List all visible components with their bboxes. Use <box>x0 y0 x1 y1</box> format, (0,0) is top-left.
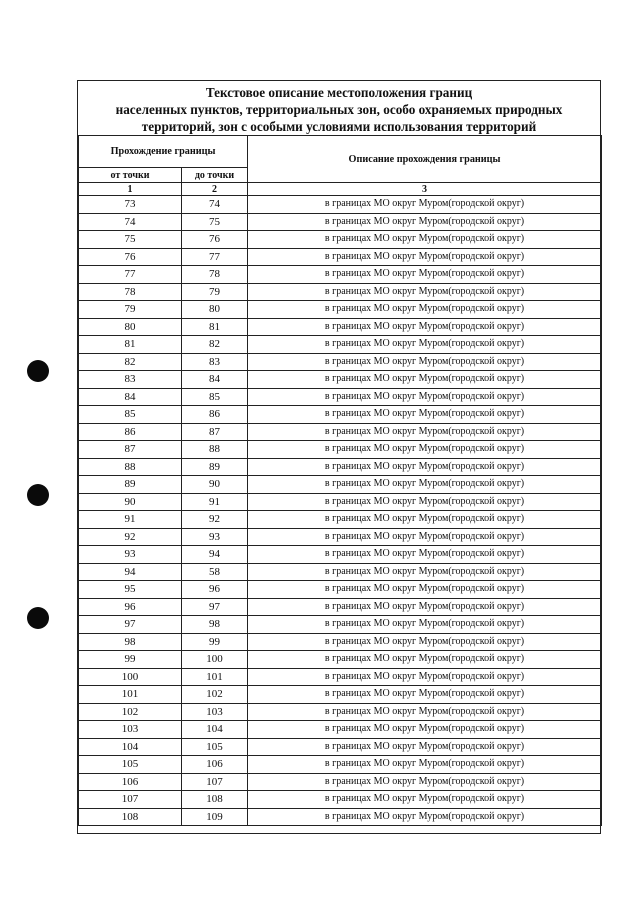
description-cell: в границах МО округ Муром(городской округ) <box>248 616 602 634</box>
table-row <box>79 266 602 284</box>
punch-hole-middle <box>27 484 49 506</box>
description-cell: в границах МО округ Муром(городской округ) <box>248 213 602 231</box>
table-row <box>79 423 602 441</box>
to-point-cell: 58 <box>182 563 248 581</box>
description-cell: в границах МО округ Муром(городской округ) <box>248 336 602 354</box>
header-col-number-1: 1 <box>79 183 182 196</box>
table-row <box>79 791 602 809</box>
to-point-cell: 90 <box>182 476 248 494</box>
to-point-cell: 96 <box>182 581 248 599</box>
title-line-1: Текстовое описание местоположения границ <box>205 85 473 100</box>
to-point-cell: 91 <box>182 493 248 511</box>
to-point-cell: 82 <box>182 336 248 354</box>
table-row <box>79 353 602 371</box>
from-point-cell: 87 <box>79 441 182 459</box>
boundary-table <box>78 135 602 826</box>
from-point-cell: 75 <box>79 231 182 249</box>
description-cell: в границах МО округ Муром(городской округ) <box>248 266 602 284</box>
to-point-cell: 98 <box>182 616 248 634</box>
to-point-cell: 93 <box>182 528 248 546</box>
from-point-cell: 105 <box>79 756 182 774</box>
description-cell: в границах МО округ Муром(городской округ) <box>248 668 602 686</box>
to-point-cell: 78 <box>182 266 248 284</box>
table-row <box>79 808 602 826</box>
description-cell: в границах МО округ Муром(городской округ) <box>248 546 602 564</box>
title-line-2: населенных пунктов, территориальных зон, особо охраняемых природных <box>115 102 563 117</box>
from-point-cell: 97 <box>79 616 182 634</box>
table-row <box>79 546 602 564</box>
to-point-cell: 105 <box>182 738 248 756</box>
from-point-cell: 82 <box>79 353 182 371</box>
to-point-cell: 84 <box>182 371 248 389</box>
table-row <box>79 301 602 319</box>
from-point-cell: 106 <box>79 773 182 791</box>
document-frame <box>77 80 601 834</box>
description-cell: в границах МО округ Муром(городской округ) <box>248 441 602 459</box>
description-cell: в границах МО округ Муром(городской округ) <box>248 511 602 529</box>
from-point-cell: 101 <box>79 686 182 704</box>
from-point-cell: 95 <box>79 581 182 599</box>
description-cell: в границах МО округ Муром(городской округ) <box>248 318 602 336</box>
to-point-cell: 101 <box>182 668 248 686</box>
from-point-cell: 78 <box>79 283 182 301</box>
from-point-cell: 108 <box>79 808 182 826</box>
description-cell: в границах МО округ Муром(городской округ) <box>248 476 602 494</box>
from-point-cell: 89 <box>79 476 182 494</box>
from-point-cell: 79 <box>79 301 182 319</box>
table-row <box>79 231 602 249</box>
to-point-cell: 87 <box>182 423 248 441</box>
to-point-cell: 89 <box>182 458 248 476</box>
to-point-cell: 77 <box>182 248 248 266</box>
table-row <box>79 616 602 634</box>
header-boundary-passage: Прохождение границы <box>79 136 248 168</box>
table-row <box>79 633 602 651</box>
table-row <box>79 703 602 721</box>
description-cell: в границах МО округ Муром(городской округ) <box>248 598 602 616</box>
header-to-point: до точки <box>182 168 248 183</box>
description-cell: в границах МО округ Муром(городской округ) <box>248 808 602 826</box>
table-row <box>79 598 602 616</box>
description-cell: в границах МО округ Муром(городской округ) <box>248 791 602 809</box>
table-row <box>79 318 602 336</box>
description-cell: в границах МО округ Муром(городской округ) <box>248 458 602 476</box>
to-point-cell: 83 <box>182 353 248 371</box>
description-cell: в границах МО округ Муром(городской округ) <box>248 406 602 424</box>
punch-hole-bottom <box>27 607 49 629</box>
table-row <box>79 528 602 546</box>
document-title <box>78 81 600 135</box>
to-point-cell: 102 <box>182 686 248 704</box>
description-cell: в границах МО округ Муром(городской округ) <box>248 423 602 441</box>
title-line-3: территорий, зон с особыми условиями использования территорий <box>141 119 537 134</box>
table-row <box>79 406 602 424</box>
table-row <box>79 581 602 599</box>
from-point-cell: 86 <box>79 423 182 441</box>
from-point-cell: 94 <box>79 563 182 581</box>
description-cell: в границах МО округ Муром(городской округ) <box>248 633 602 651</box>
from-point-cell: 74 <box>79 213 182 231</box>
description-cell: в границах МО округ Муром(городской округ) <box>248 581 602 599</box>
to-point-cell: 75 <box>182 213 248 231</box>
description-cell: в границах МО округ Муром(городской округ) <box>248 756 602 774</box>
description-cell: в границах МО округ Муром(городской округ) <box>248 493 602 511</box>
table-row <box>79 336 602 354</box>
from-point-cell: 102 <box>79 703 182 721</box>
header-description: Описание прохождения границы <box>248 136 602 183</box>
table-row <box>79 388 602 406</box>
to-point-cell: 86 <box>182 406 248 424</box>
from-point-cell: 90 <box>79 493 182 511</box>
description-cell: в границах МО округ Муром(городской округ) <box>248 651 602 669</box>
description-cell: в границах МО округ Муром(городской округ) <box>248 353 602 371</box>
table-row <box>79 493 602 511</box>
description-cell: в границах МО округ Муром(городской округ) <box>248 686 602 704</box>
table-row <box>79 196 602 214</box>
to-point-cell: 79 <box>182 283 248 301</box>
description-cell: в границах МО округ Муром(городской округ) <box>248 773 602 791</box>
description-cell: в границах МО округ Муром(городской округ) <box>248 196 602 214</box>
to-point-cell: 104 <box>182 721 248 739</box>
to-point-cell: 74 <box>182 196 248 214</box>
description-cell: в границах МО округ Муром(городской округ) <box>248 301 602 319</box>
to-point-cell: 109 <box>182 808 248 826</box>
from-point-cell: 77 <box>79 266 182 284</box>
to-point-cell: 103 <box>182 703 248 721</box>
from-point-cell: 103 <box>79 721 182 739</box>
table-row <box>79 283 602 301</box>
from-point-cell: 100 <box>79 668 182 686</box>
from-point-cell: 99 <box>79 651 182 669</box>
table-row <box>79 441 602 459</box>
from-point-cell: 84 <box>79 388 182 406</box>
from-point-cell: 81 <box>79 336 182 354</box>
description-cell: в границах МО округ Муром(городской округ) <box>248 738 602 756</box>
to-point-cell: 92 <box>182 511 248 529</box>
table-row <box>79 668 602 686</box>
from-point-cell: 83 <box>79 371 182 389</box>
from-point-cell: 98 <box>79 633 182 651</box>
from-point-cell: 80 <box>79 318 182 336</box>
table-row <box>79 738 602 756</box>
description-cell: в границах МО округ Муром(городской округ) <box>248 528 602 546</box>
description-cell: в границах МО округ Муром(городской округ) <box>248 231 602 249</box>
description-cell: в границах МО округ Муром(городской округ) <box>248 721 602 739</box>
table-body <box>79 196 602 826</box>
table-row <box>79 773 602 791</box>
description-cell: в границах МО округ Муром(городской округ) <box>248 563 602 581</box>
to-point-cell: 97 <box>182 598 248 616</box>
table-row <box>79 721 602 739</box>
description-cell: в границах МО округ Муром(городской округ) <box>248 283 602 301</box>
from-point-cell: 73 <box>79 196 182 214</box>
description-cell: в границах МО округ Муром(городской округ) <box>248 248 602 266</box>
from-point-cell: 85 <box>79 406 182 424</box>
table-row <box>79 476 602 494</box>
table-row <box>79 213 602 231</box>
description-cell: в границах МО округ Муром(городской округ) <box>248 703 602 721</box>
header-col-number-2: 2 <box>182 183 248 196</box>
to-point-cell: 108 <box>182 791 248 809</box>
from-point-cell: 96 <box>79 598 182 616</box>
from-point-cell: 91 <box>79 511 182 529</box>
table-row <box>79 563 602 581</box>
description-cell: в границах МО округ Муром(городской округ) <box>248 388 602 406</box>
table-row <box>79 458 602 476</box>
to-point-cell: 106 <box>182 756 248 774</box>
to-point-cell: 80 <box>182 301 248 319</box>
punch-hole-top <box>27 360 49 382</box>
from-point-cell: 88 <box>79 458 182 476</box>
header-from-point: от точки <box>79 168 182 183</box>
table-row <box>79 511 602 529</box>
to-point-cell: 85 <box>182 388 248 406</box>
from-point-cell: 104 <box>79 738 182 756</box>
header-col-number-3: 3 <box>248 183 602 196</box>
to-point-cell: 100 <box>182 651 248 669</box>
table-row <box>79 651 602 669</box>
to-point-cell: 88 <box>182 441 248 459</box>
table-row <box>79 686 602 704</box>
from-point-cell: 107 <box>79 791 182 809</box>
from-point-cell: 76 <box>79 248 182 266</box>
to-point-cell: 107 <box>182 773 248 791</box>
from-point-cell: 93 <box>79 546 182 564</box>
from-point-cell: 92 <box>79 528 182 546</box>
description-cell: в границах МО округ Муром(городской округ) <box>248 371 602 389</box>
table-row <box>79 756 602 774</box>
to-point-cell: 81 <box>182 318 248 336</box>
to-point-cell: 99 <box>182 633 248 651</box>
table-row <box>79 248 602 266</box>
table-row <box>79 371 602 389</box>
to-point-cell: 94 <box>182 546 248 564</box>
to-point-cell: 76 <box>182 231 248 249</box>
